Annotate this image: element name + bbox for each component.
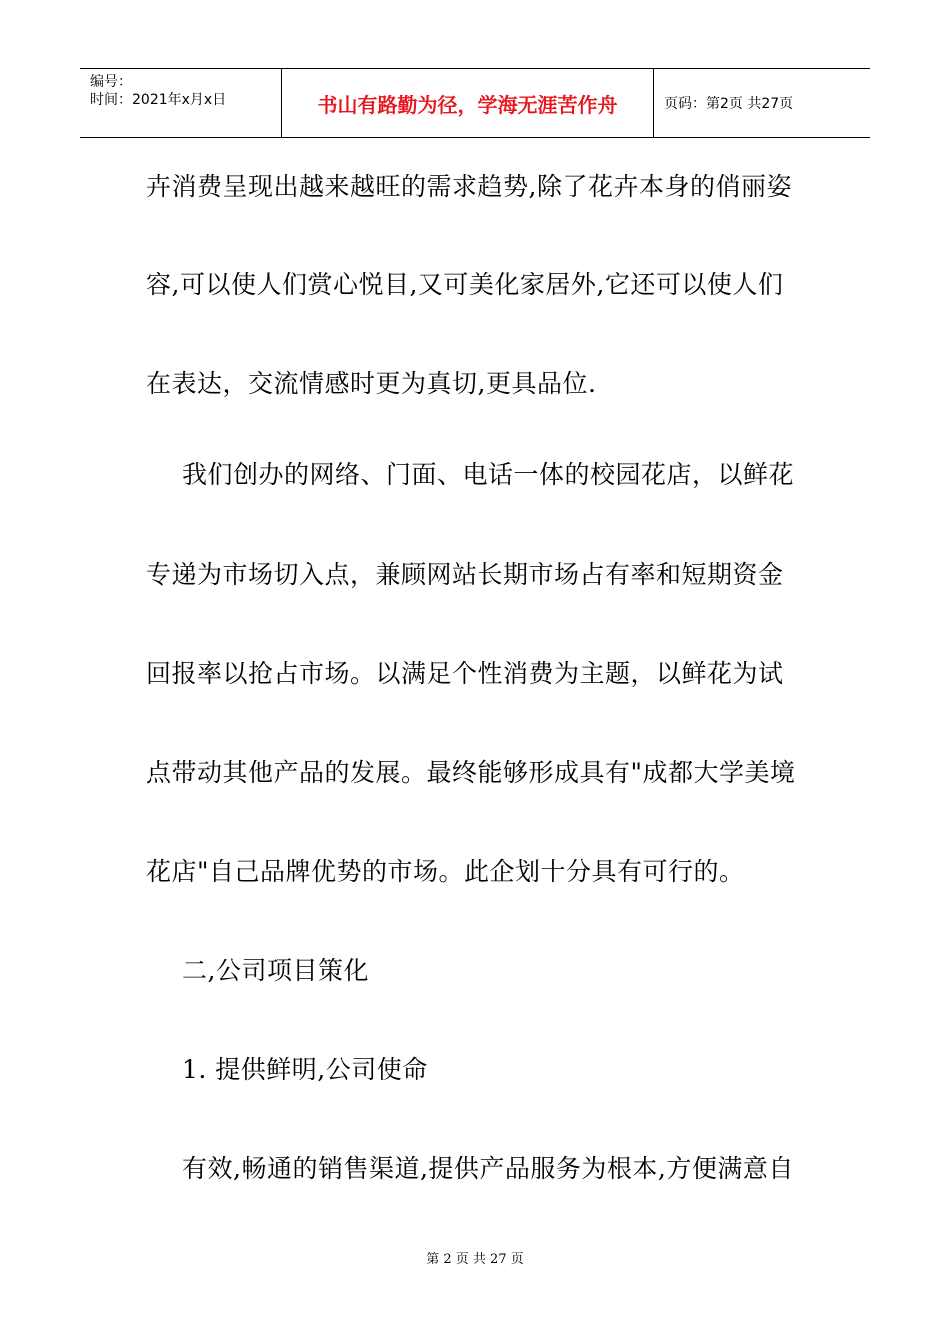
body-line-7: 点带动其他产品的发展。最终能够形成具有"成都大学美境	[146, 758, 796, 787]
body-line-11: 有效,畅通的销售渠道,提供产品服务为根本,方便满意自	[182, 1154, 794, 1183]
body-line-6: 回报率以抢占市场。以满足个性消费为主题，以鲜花为试	[146, 659, 784, 688]
header-page-info: 页码：第2页 共27页	[664, 96, 794, 112]
body-line-5: 专递为市场切入点，兼顾网站长期市场占有率和短期资金	[146, 560, 784, 589]
document-number-label: 编号：	[90, 74, 132, 90]
body-line-3: 在表达，交流情感时更为真切,更具品位.	[146, 369, 597, 398]
header-motto: 书山有路勤为径，学海无涯苦作舟	[282, 69, 654, 137]
body-line-2: 容,可以使人们赏心悦目,又可美化家居外,它还可以使人们	[146, 270, 784, 299]
section-heading: 二,公司项目策化	[182, 956, 369, 985]
header-meta	[80, 69, 282, 137]
page-footer: 第 2 页 共 27 页	[426, 1252, 524, 1267]
page-header	[80, 68, 870, 138]
document-date-label: 时间：2021年x月x日	[90, 92, 227, 108]
body-line-4: 我们创办的网络、门面、电话一体的校园花店，以鲜花	[182, 460, 795, 489]
body-line-8: 花店"自己品牌优势的市场。此企划十分具有可行的。	[146, 857, 745, 886]
subsection-heading: 1. 提供鲜明,公司使命	[182, 1055, 428, 1084]
body-line-1: 卉消费呈现出越来越旺的需求趋势,除了花卉本身的俏丽姿	[146, 172, 792, 201]
